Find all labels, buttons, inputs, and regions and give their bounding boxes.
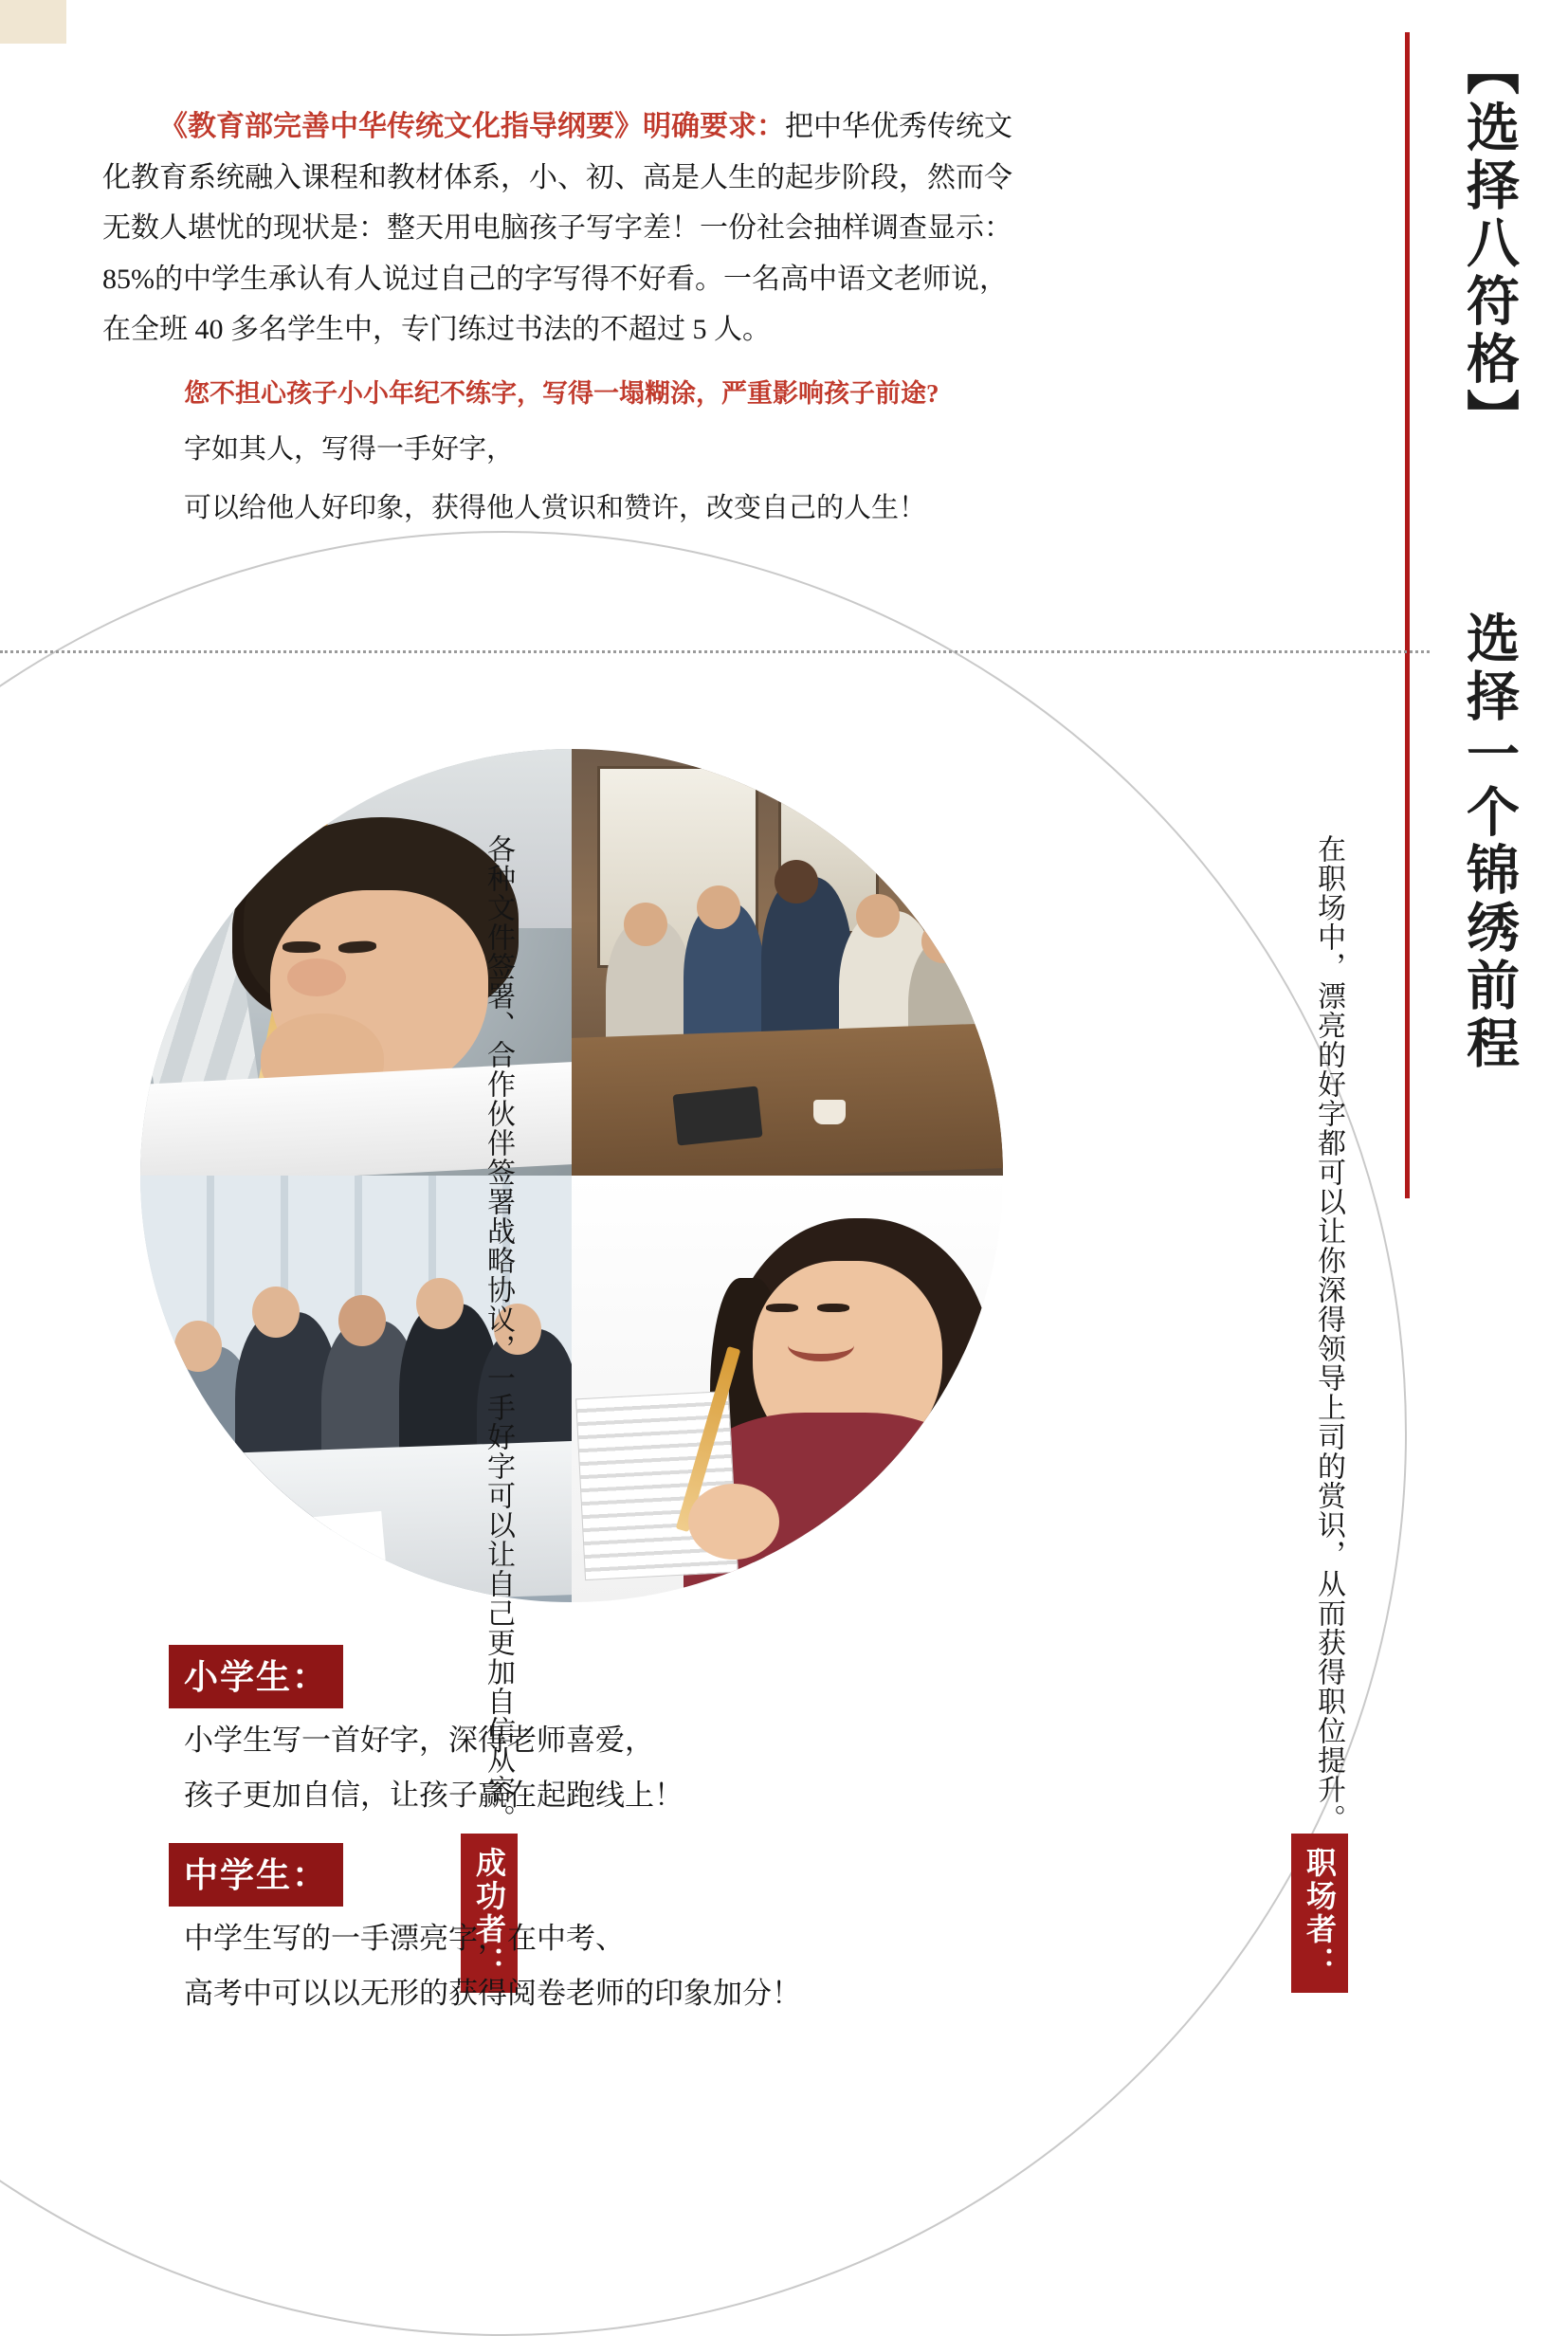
column-workplace-label: 职场者： — [1291, 1834, 1348, 1993]
intro-line-2: 化教育系统融入课程和教材体系，小、初、高是人生的起步阶段，然而令 — [102, 161, 1012, 193]
primary-student-tag: 小学生： — [169, 1645, 343, 1708]
rail-red-line — [1405, 32, 1410, 1198]
intro-line-4: 85%的中学生承认有人说过自己的字写得不好看。一名高中语文老师说， — [102, 263, 1008, 295]
photo-collage — [140, 749, 1003, 1602]
intro-closing-1: 字如其人，写得一手好字， — [184, 434, 515, 465]
intro-lead-red: 《教育部完善中华传统文化指导纲要》明确要求： — [159, 111, 785, 142]
photo-smiling-woman — [572, 1176, 1003, 1602]
intro-line-5: 在全班 40 多名学生中，专门练过书法的不超过 5 人。 — [102, 314, 771, 346]
dotted-divider — [0, 650, 1430, 653]
middle-student-line-1: 中学生写的一手漂亮字，在中考、 — [184, 1922, 625, 1956]
photo-office-meeting — [572, 749, 1003, 1176]
student-group-primary — [169, 1645, 1117, 1818]
intro-line-1 — [102, 102, 1335, 152]
intro-question-red: 您不担心孩子小小年纪不练字，写得一塌糊涂，严重影响孩子前途? — [184, 378, 939, 408]
student-group-middle — [169, 1843, 1117, 2017]
rail-title-top: 【选择八符格】 — [1458, 42, 1521, 447]
column-successful-body: 各种文件签署、合作伙伴签署战略协议，一手好字可以让自己更加自信从容。 — [483, 834, 514, 1834]
middle-student-tag: 中学生： — [169, 1843, 343, 1907]
column-successful-label: 成功者： — [461, 1834, 518, 1993]
corner-mark-decoration — [0, 0, 66, 44]
primary-student-line-2: 孩子更加自信，让孩子赢在起跑线上！ — [184, 1779, 684, 1813]
middle-student-line-2: 高考中可以以无形的获得阅卷老师的印象加分！ — [184, 1977, 801, 2011]
primary-student-line-1: 小学生写一首好字，深得老师喜爱， — [184, 1724, 654, 1757]
rail-title-bottom: 选择一个锦绣前程 — [1458, 611, 1521, 1073]
column-workplace — [1291, 684, 1348, 1993]
student-sections — [169, 1645, 1117, 2017]
vertical-title-rail — [1405, 32, 1522, 1208]
intro-paragraph — [102, 102, 1335, 535]
column-workplace-body: 在职场中，漂亮的好字都可以让你深得领导上司的赏识，从而获得职位提升。 — [1313, 834, 1344, 1834]
intro-line-1-rest: 把中华优秀传统文 — [785, 111, 1012, 142]
intro-line-3: 无数人堪忧的现状是：整天用电脑孩子写字差！一份社会抽样调查显示： — [102, 212, 1012, 245]
intro-closing-2: 可以给他人好印象，获得他人赏识和赞许，改变自己的人生！ — [184, 493, 927, 524]
